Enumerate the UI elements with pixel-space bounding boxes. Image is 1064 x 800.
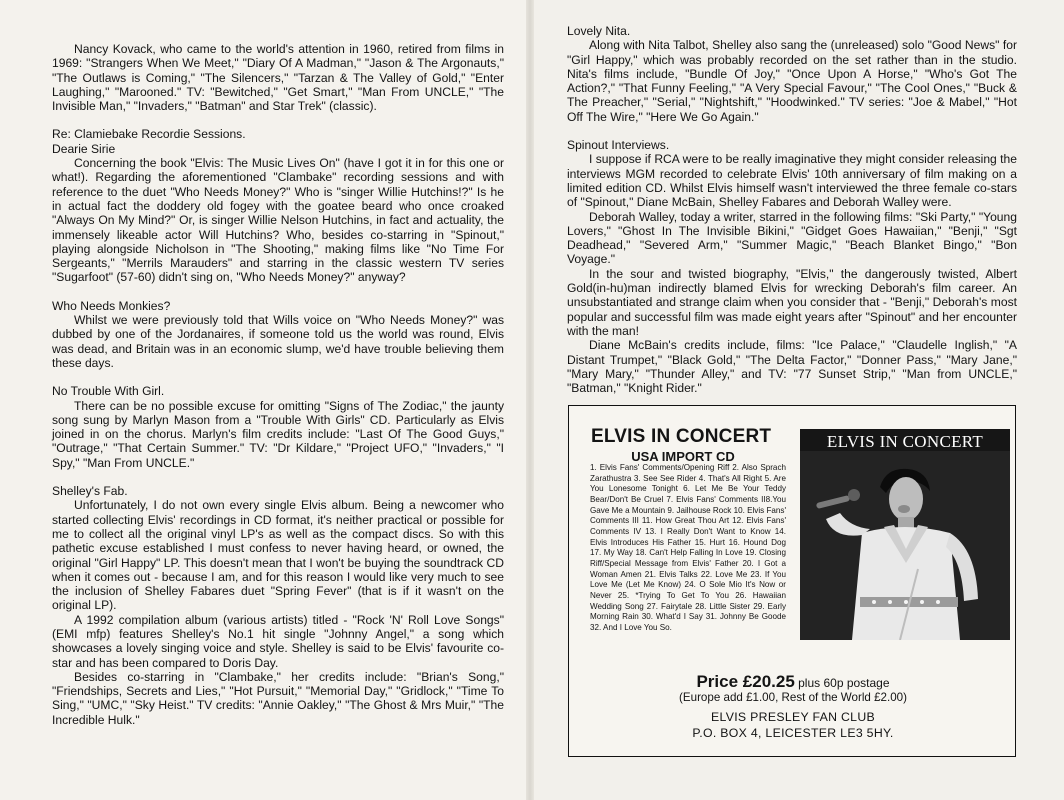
advert-title: ELVIS IN CONCERT (591, 426, 772, 447)
heading-who-needs-monkies: Who Needs Monkies? (52, 298, 171, 313)
advert-price-line (569, 672, 1017, 692)
paragraph-biography: In the sour and twisted biography, "Elvis," the dangerously twisted, Albert Gold(in-hu)man indirectly blamed Elvis for wrecking Deborah's film career. An unsubstantiated and strange claim when you consider that - "Benji," Deborah's most popular and successful film was made eight years after "Spinout" and her encounter with the man! (567, 266, 1017, 338)
re-line: Re: Clamiebake Recordie Sessions. (52, 127, 246, 142)
page-gutter (526, 0, 534, 800)
heading-spinout-interviews: Spinout Interviews. (567, 138, 670, 153)
lovely-nita-line: Lovely Nita. (567, 24, 631, 38)
heading-no-trouble: No Trouble With Girl. (52, 384, 165, 399)
cd-advert (568, 405, 1016, 757)
elvis-performer-illustration (800, 429, 1010, 640)
paragraph-nancy-kovack: Nancy Kovack, who came to the world's attention in 1960, retired from films in 1969: "Strangers When We Meet," "Diary Of A Madman," "Jason & The Argonauts," "The Outlaws is Coming," "The Silencers," "Tarzan & The Valley of Gold," "Enter Laughing," "Marooned." TV: "Bewitched," "Get Smart," "Man From UNCLE," "The Invisible Man," "Invaders," "Batman" and Star Trek" (classic). (52, 42, 504, 114)
album-cover-title: ELVIS IN CONCERT (826, 432, 984, 451)
advert-address: P.O. BOX 4, LEICESTER LE3 5HY. (692, 726, 894, 740)
advert-tracklist: 1. Elvis Fans' Comments/Opening Riff 2. Also Sprach Zarathustra 3. See See Rider 4. That's All Right 5. Are You Lonesome Tonight 6. Let Me Be Your Teddy Bear/Don't Be Cruel 7. Elvis Fans' Comments II8.You Gave Me a Mountain 9. Jailhouse Rock 10. Elvis Fans' Comments III 11. How Great Thou Art 12. Elvis Fans' Comments IV 13. I Really Don't Want to Know 14. Elvis Introduces His Father 15. Hurt 16. Hound Dog 17. My Way 18. Can't Help Falling In Love 19. Closing Riff/Special Message from Elvis' Father 20. I Got a Woman Amen 21. Elvis Talks 22. Love Me 23. If You Love Me (Let Me Know) 24. O Sole Mio It's Now or Never 25. *Trying To Get To You 26. Hawaiian Wedding Song 27. Fairytale 28. Little Sister 29. Early Morning Rain 30. What'd I Say 31. Johnny Be Goode 32. And I Love You So. (590, 463, 786, 632)
paragraph-deborah-walley: Deborah Walley, today a writer, starred in the following films: "Ski Party," "Young Lovers," "Ghost In The Invisible Bikini," "Gidget Goes Hawaiian," "Benji," "Sgt Deadhead," "Severed Arm," "Summer Magic," "Beach Blanket Bingo," "Bon Voyage." (567, 209, 1017, 267)
album-cover-photo (800, 429, 1010, 640)
advert-price: Price £20.25 (696, 672, 795, 691)
paragraph-marlyn-mason: There can be no possible excuse for omitting "Signs of The Zodiac," the jaunty song sung by Marlyn Mason from a "Trouble With Girls" CD. Particularly as Elvis joined in on the chorus. Marlyn's film credits include: "Last Of The Good Guys," "Outrage," "That Certain Summer." TV: "Dr Kildare," "Project UFO," "Invaders," "I Spy," "Man From UNCLE." (52, 398, 504, 470)
advert-club-name: ELVIS PRESLEY FAN CLUB (710, 710, 876, 724)
paragraph-girl-happy: Unfortunately, I do not own every single Elvis album. Being a newcomer who started collecting Elvis' recordings in CD format, it's neither practical or possible for me to collect all the original vinyl LP's as well as the compact discs. So with this pathetic excuse established I must confess to never having heard, or owned, the original "Girl Happy" LP. This doesn't mean that I won't be buying the soundtrack CD when it comes out - because I am, and for this reason I would like very much to see the inclusion of Shelley Fabares duet "Spring Fever" (that is if it wasn't on the original LP). (52, 498, 504, 613)
paragraph-compilation: A 1992 compilation album (various artists) titled - "Rock 'N' Roll Love Songs" (EMI mfp) features Shelley's No.1 hit single "Johnny Angel," a song which showcases a lovely singing voice and style. Shelley is said to be Elvis' favourite co-star and has been compared to Doris Day. (52, 612, 504, 670)
paragraph-diane-mcbain: Diane McBain's credits include, films: "Ice Palace," "Claudelle Inglish," "A Distant Trumpet," "Black Gold," "The Delta Factor," "Donner Pass," "Mary Jane," "Mary Mary," "Thunder Alley," and TV: "77 Sunset Strip," "Man from UNCLE," "Batman," "Knight Rider." (567, 338, 1017, 396)
salutation: Dearie Sirie (52, 141, 116, 156)
advert-postage-note: (Europe add £1.00, Rest of the World £2.00) (679, 691, 907, 704)
paragraph-rca: I suppose if RCA were to be really imaginative they might consider releasing the interviews MGM recorded to celebrate Elvis' 10th anniversary of film making on a limited edition CD. Whilst Elvis himself wasn't interviewed the three female co-stars of "Spinout," Diane McBain, Shelley Fabares and Deborah Walley were. (567, 152, 1017, 210)
heading-shelleys-fab: Shelley's Fab. (52, 484, 128, 499)
paragraph-nita-talbot: Along with Nita Talbot, Shelley also sang the (unreleased) solo "Good News" for "Girl Happy," which was probably recorded on the set rather than in the studio. Nita's films include, "Bundle Of Joy," "Once Upon A Horse," "Who's Got The Action?," "That Funny Feeling," "A Very Special Favour," "The Cool Ones," "Buck & The Preacher," "Serial," "Nightshift," "Hoodwinked." TV series: "Joe & Mabel," "Hot Off The Wire," "Here We Go Again." (567, 38, 1017, 124)
right-column (567, 24, 1017, 395)
advert-postage: plus 60p postage (798, 676, 890, 690)
paragraph-monkies: Whilst we were previously told that Wills voice on "Who Needs Money?" was dubbed by one of the Jordanaires, if someone told us the world was round, Elvis was dead, and Britain was in an economic slump, we'd have trouble believing them these days. (52, 313, 504, 370)
left-column (52, 42, 504, 727)
advert-subtitle: USA IMPORT CD (631, 449, 735, 464)
paragraph-shelley-credits: Besides co-starring in "Clambake," her credits include: "Brian's Song," "Friendships, Secrets and Lies," "Hot Pursuit," "Memorial Day," "Gridlock," "Time To Sing," "UMC," "Sky Heist." TV credits: "Annie Oakley," "The Ghost & Mrs Muir," "The Incredible Hulk." (52, 669, 504, 727)
paragraph-clambake: Concerning the book "Elvis: The Music Lives On" (have I got it in for this one or what!). Regarding the aforementioned "Clambake" recording sessions and with reference to the duet "Who Needs Money?" Who is "singer Willie Hutchins!?" Is he in actual fact the doddery old fogey with the goatee beard who once croaked "Always On My Mind?" Or, is singer Willie Nelson Hutchins, in fact and actuality, the immensely likeable actor Will Hutchins? Who, besides co-starring in "Spinout," playing alongside Nicholson in "The Shooting," making films like "No Time For Sergeants," "Merrils Marauders" and starring in the classic western TV series "Sugarfoot" (57-60) didn't sing on, "Who Needs Money?" anyway? (52, 156, 504, 285)
